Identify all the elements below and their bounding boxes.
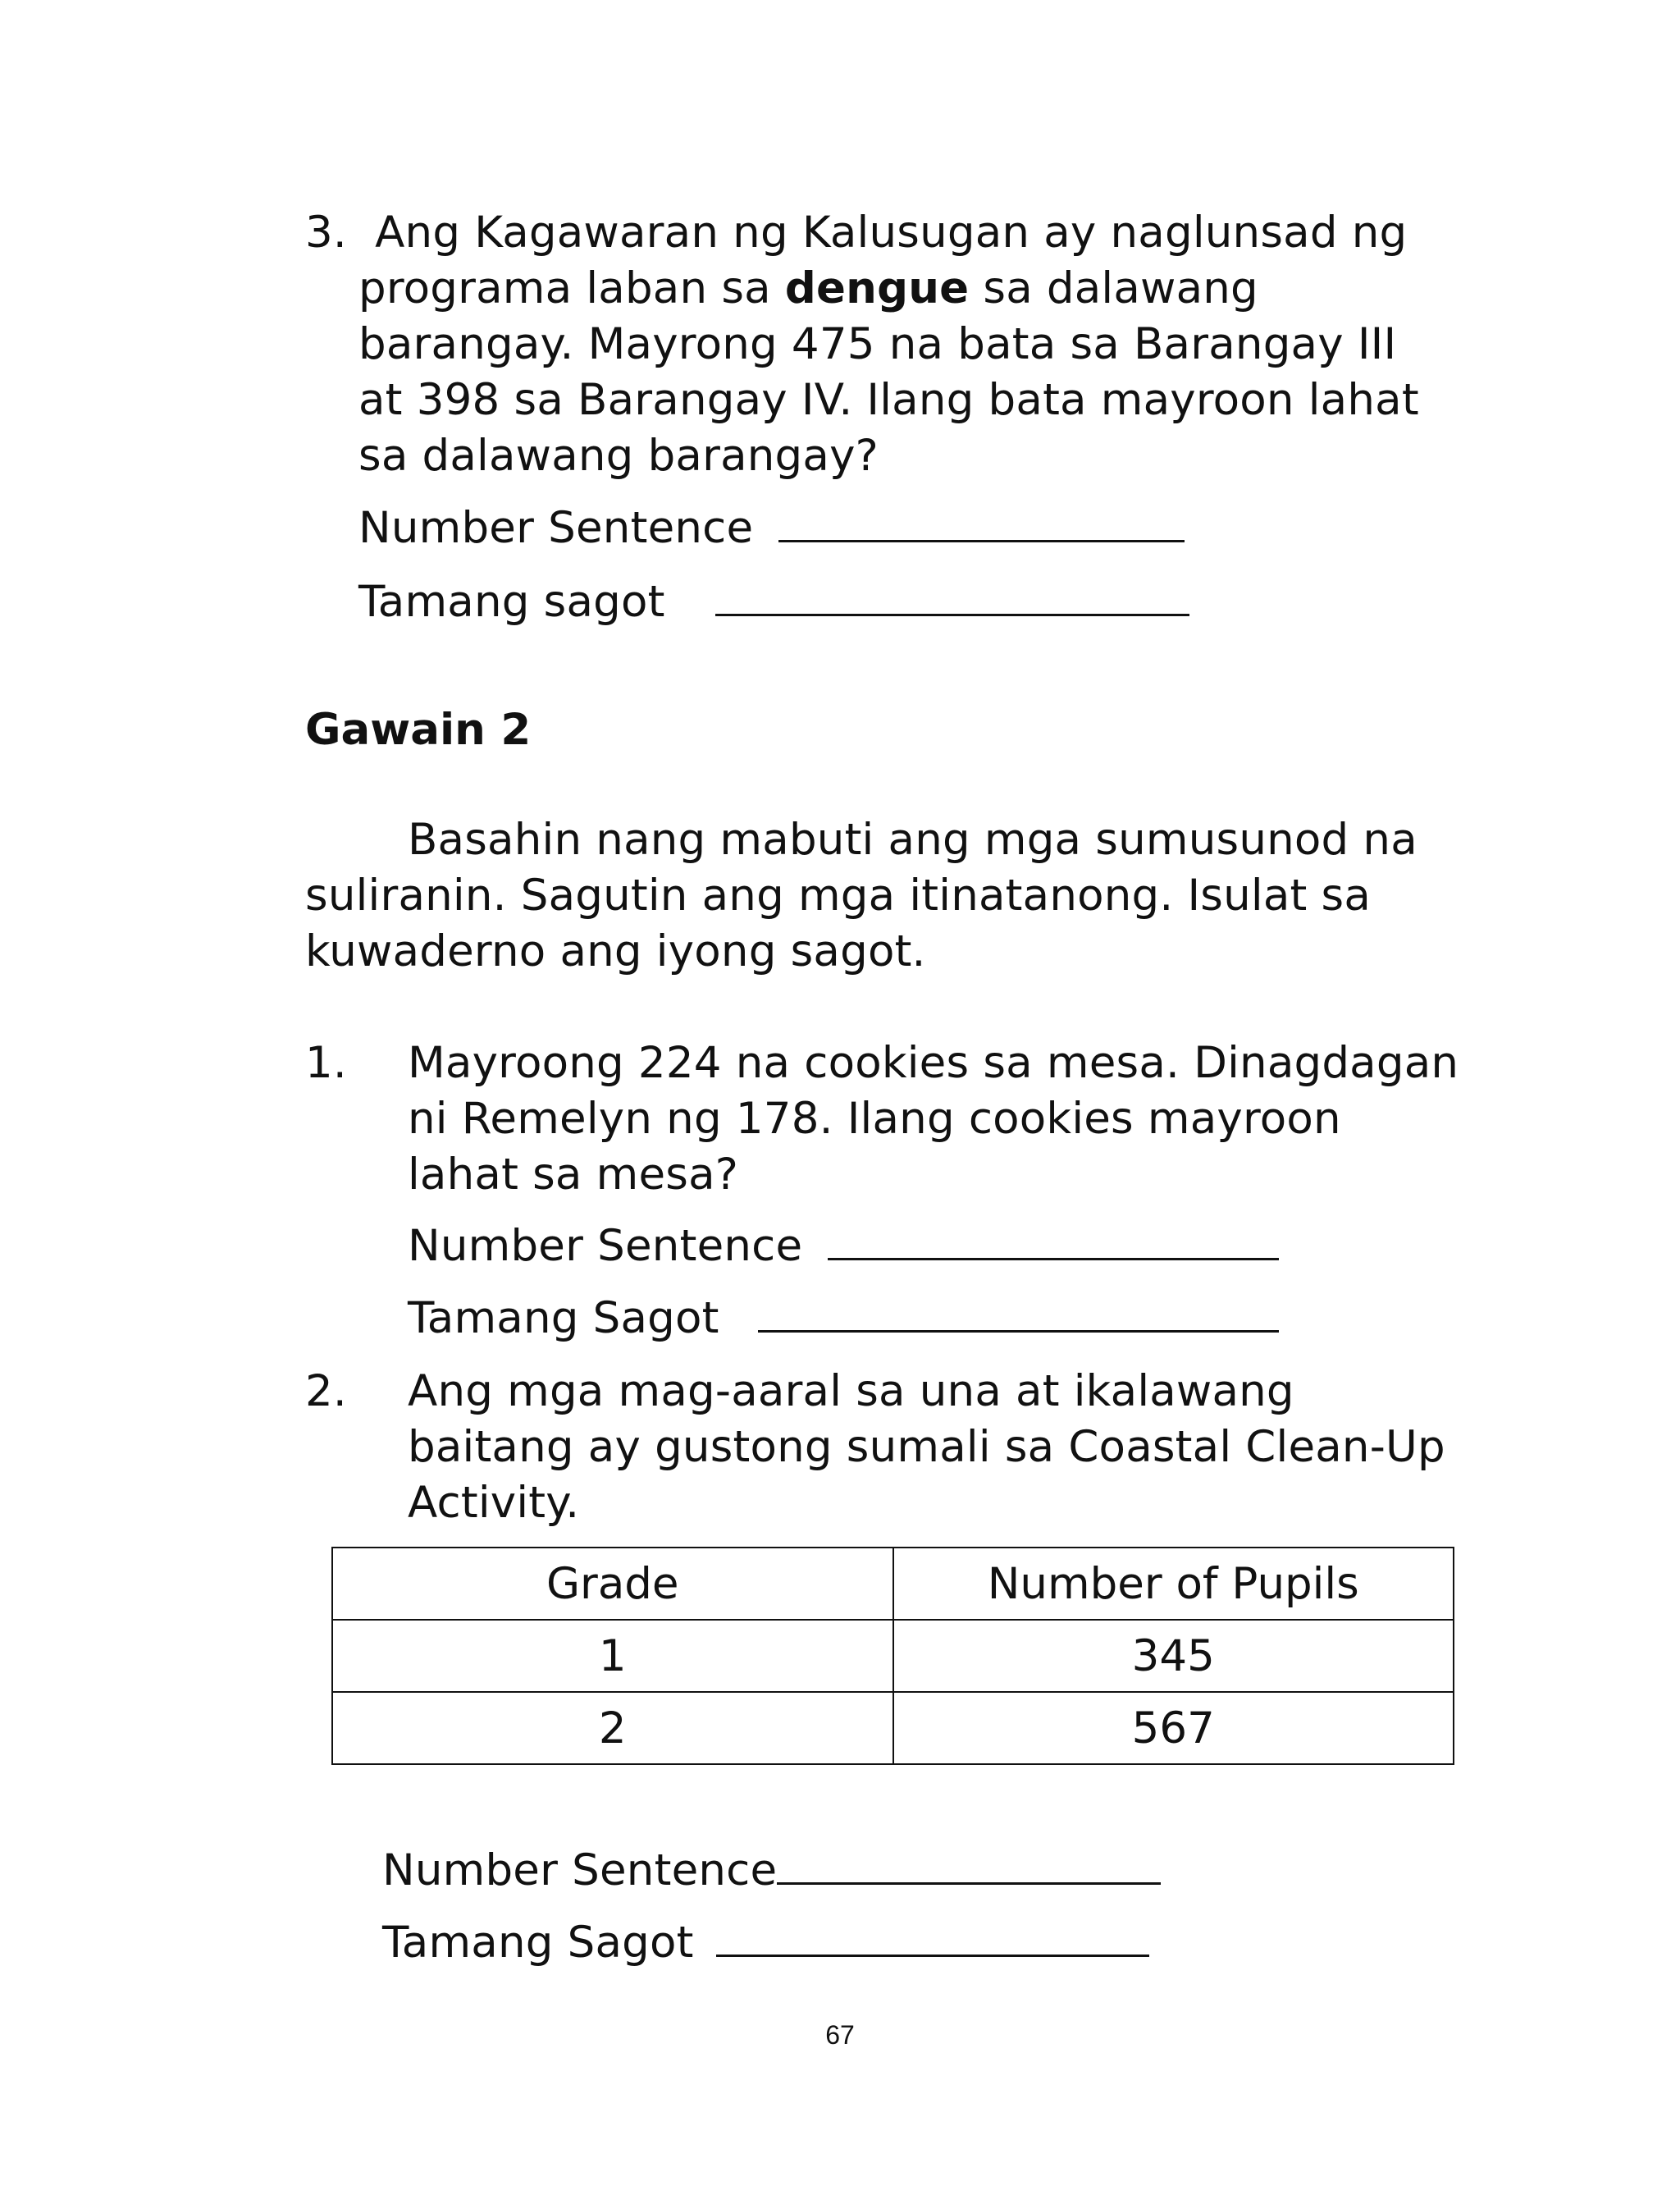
- instructions-line1: Basahin nang mabuti ang mga sumusunod na: [408, 815, 1418, 865]
- problem3-number: 3.: [305, 208, 347, 258]
- table-row: [332, 1692, 1454, 1764]
- answer-blank[interactable]: [716, 1917, 1149, 1957]
- item1-line2: ni Remelyn ng 178. Ilang cookies mayroon: [408, 1094, 1341, 1144]
- pupils-table: [331, 1547, 1454, 1765]
- problem3-line1: 3. Ang Kagawaran ng Kalusugan ay naglunsad ng: [305, 208, 1408, 258]
- item2-number: 2.: [305, 1366, 347, 1416]
- dengue-keyword: dengue: [784, 263, 970, 313]
- number-sentence-label: Number Sentence: [408, 1221, 803, 1271]
- instructions-line2: suliranin. Sagutin ang mga itinatanong. Isulat sa: [305, 871, 1372, 921]
- number-sentence-blank[interactable]: [778, 502, 1185, 542]
- problem3-line5: sa dalawang barangay?: [358, 431, 879, 481]
- item2-line2: baitang ay gustong sumali sa Coastal Clean-Up: [408, 1422, 1445, 1472]
- answer-label: Tamang sagot: [358, 577, 665, 627]
- instructions-line3: kuwaderno ang iyong sagot.: [305, 926, 926, 976]
- answer-label: Tamang Sagot: [382, 1918, 694, 1968]
- table-cell-grade: 2: [332, 1692, 893, 1764]
- item2-number-sentence-row: [382, 1843, 1161, 1899]
- number-sentence-blank[interactable]: [777, 1845, 1161, 1885]
- page-number: 67: [825, 2020, 855, 2050]
- item1-answer-row: [408, 1291, 1279, 1346]
- problem3-line3: barangay. Mayrong 475 na bata sa Barangay III: [358, 319, 1397, 369]
- table-header-row: [332, 1548, 1454, 1620]
- number-sentence-blank[interactable]: [828, 1220, 1279, 1260]
- item2-answer-row: [382, 1915, 1149, 1971]
- table-cell-pupils: 345: [893, 1620, 1454, 1692]
- item1-number-sentence-row: [408, 1218, 1279, 1274]
- item2-line3: Activity.: [408, 1478, 580, 1528]
- table-header-pupils: Number of Pupils: [893, 1548, 1454, 1620]
- table-row: [332, 1620, 1454, 1692]
- table-cell-pupils: 567: [893, 1692, 1454, 1764]
- table-header-grade: Grade: [332, 1548, 893, 1620]
- problem3-line2: programa laban sa dengue sa dalawang: [358, 263, 1258, 313]
- item1-number: 1.: [305, 1038, 347, 1088]
- item1-line3: lahat sa mesa?: [408, 1150, 739, 1200]
- section-heading: Gawain 2: [305, 705, 532, 755]
- item1-line1: Mayroong 224 na cookies sa mesa. Dinagdagan: [408, 1038, 1459, 1088]
- answer-blank[interactable]: [715, 576, 1189, 616]
- answer-label: Tamang Sagot: [408, 1293, 719, 1343]
- problem3-line4: at 398 sa Barangay IV. Ilang bata mayroon lahat: [358, 375, 1419, 425]
- number-sentence-label: Number Sentence: [358, 503, 754, 553]
- item2-line1: Ang mga mag-aaral sa una at ikalawang: [408, 1366, 1294, 1416]
- problem3-number-sentence-row: [358, 501, 1185, 556]
- number-sentence-label: Number Sentence: [382, 1845, 778, 1895]
- table-cell-grade: 1: [332, 1620, 893, 1692]
- problem3-answer-row: [358, 574, 1189, 630]
- answer-blank[interactable]: [758, 1292, 1279, 1333]
